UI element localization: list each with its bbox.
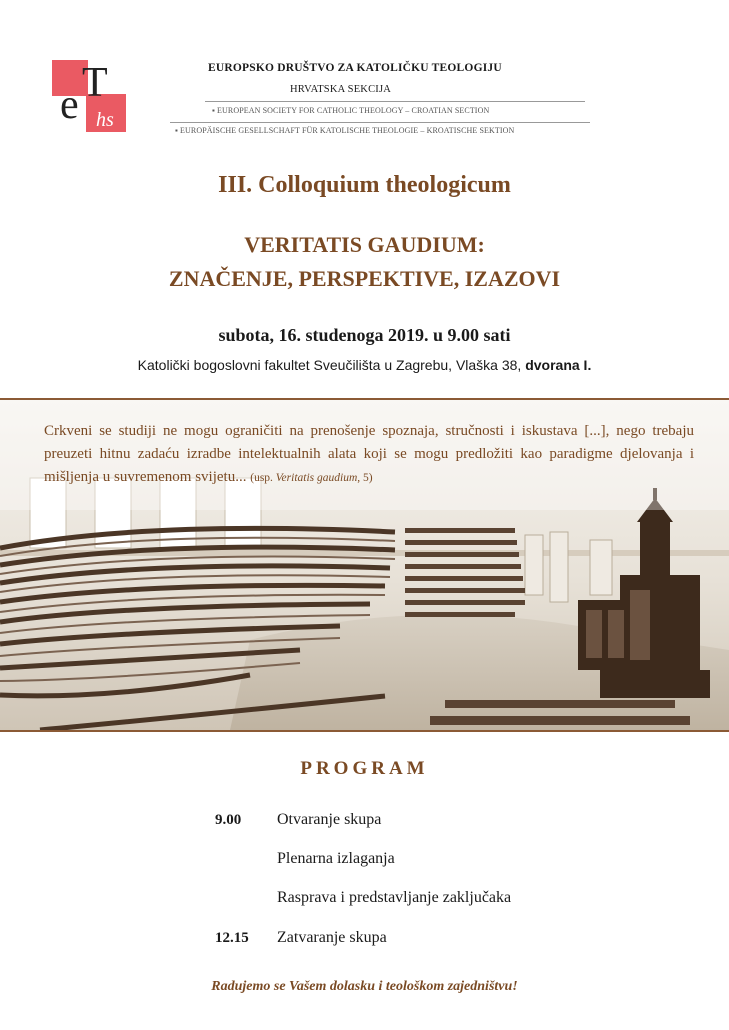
program-time: 9.00 [215,812,242,828]
society-logo [52,60,132,134]
header-divider [205,101,585,102]
svg-text:e: e [60,82,79,128]
closing-note: Radujemo se Vašem dolasku i teološkom zajedništvu! [211,979,518,994]
org-name: EUROPSKO DRUŠTVO ZA KATOLIČKU TEOLOGIJU [208,62,502,74]
quote-text: Crkveni se studiji ne mogu ograničiti na prenošenje spoznaja, stručnosti i iskustava [...], nego trebaju preuzeti hitnu zadaću izradbe intelektualnih alata koji se mogu predložiti kao paradigme djelovanja i mišljenja u suvremenom svijetu... [44,423,694,485]
program-item: Rasprava i predstavljanje zaključaka [277,889,512,906]
org-section: HRVATSKA SEKCIJA [290,84,392,95]
svg-text:T: T [82,60,108,106]
quote-source-suffix: , 5) [357,472,373,484]
quote-source [250,472,372,484]
event-title: III. Colloquium theologicum [218,172,511,198]
event-date: subota, 16. studenoga 2019. u 9.00 sati [218,325,511,345]
program-time: 12.15 [215,930,249,946]
event-venue [0,357,729,373]
svg-text:hs: hs [96,109,114,131]
quote-source-title: Veritatis gaudium [275,472,358,484]
program-item: Otvaranje skupa [277,811,382,828]
venue-address: Katolički bogoslovni fakultet Sveučilišta u Zagrebu, Vlaška 38, [137,357,522,373]
event-subtitle-line1: VERITATIS GAUDIUM: [244,232,485,257]
program-item: Plenarna izlaganja [277,850,395,867]
program-heading: PROGRAM [300,758,429,779]
event-subtitle-line2: ZNAČENJE, PERSPEKTIVE, IZAZOVI [168,266,561,291]
quote-source-prefix: (usp. [250,472,273,484]
header-divider-2 [170,122,590,123]
venue-room: dvorana I. [525,357,592,373]
org-name-german: ▪ EUROPÄISCHE GESELLSCHAFT FÜR KATOLISCHE THEOLOGIE – KROATISCHE SEKTION [175,126,515,135]
program-item: Zatvaranje skupa [277,929,387,946]
org-name-english: ▪ EUROPEAN SOCIETY FOR CATHOLIC THEOLOGY – CROATIAN SECTION [212,106,490,115]
quote [44,420,694,490]
